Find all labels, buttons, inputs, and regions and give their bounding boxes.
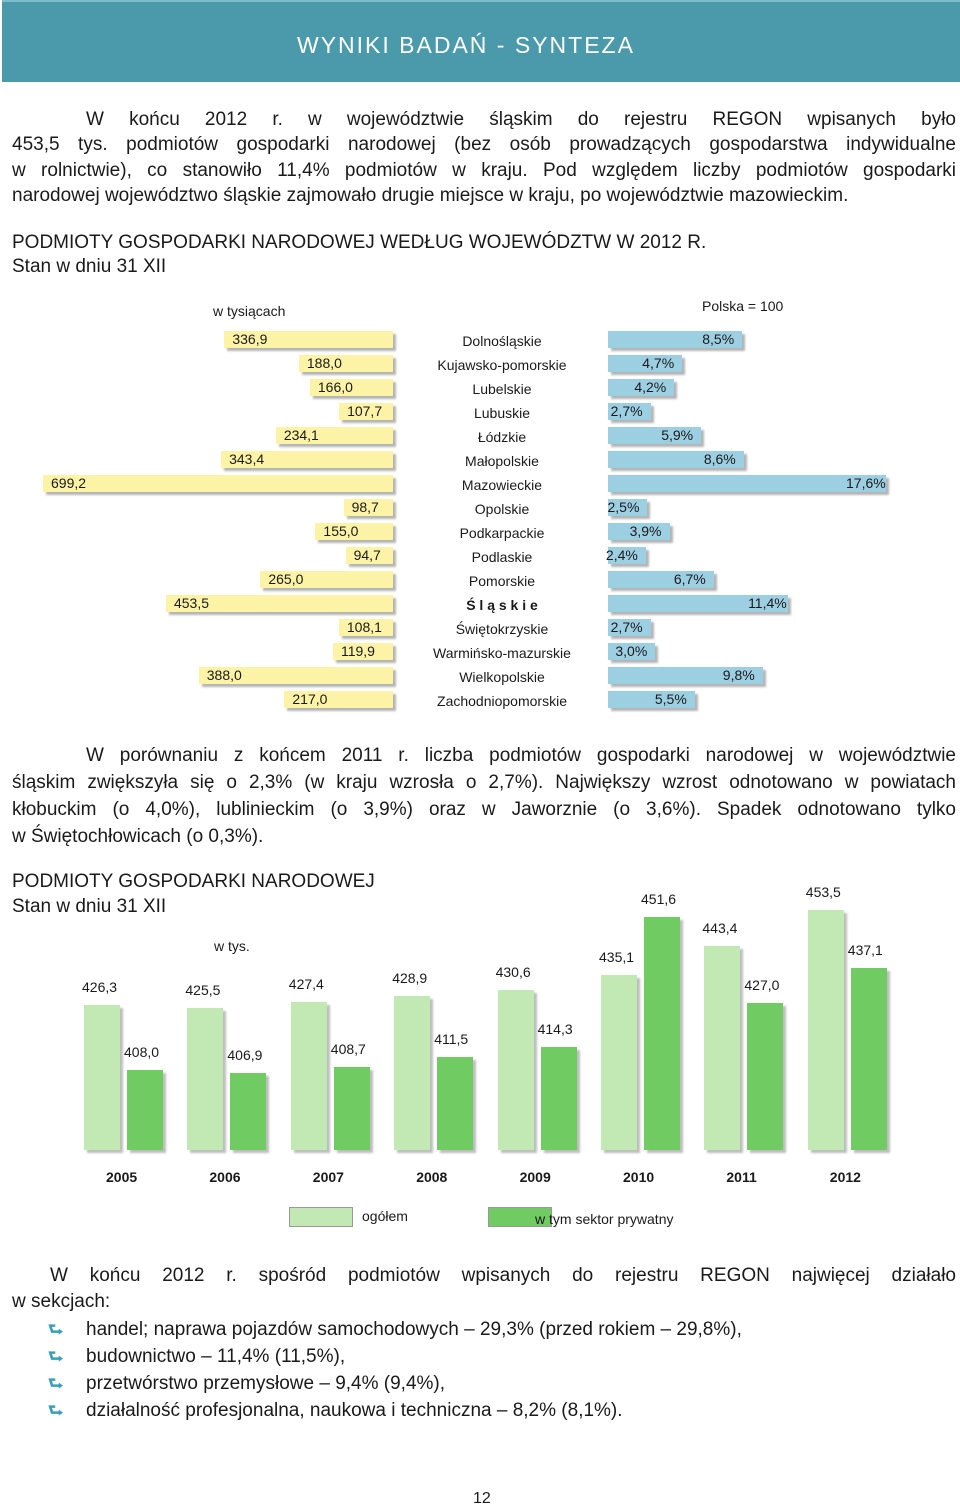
private-column bbox=[437, 1057, 473, 1150]
percent-label: 17,6% bbox=[846, 475, 886, 491]
total-value-label: 453,5 bbox=[805, 884, 841, 901]
voivodeship-label: Wielkopolskie bbox=[459, 669, 545, 685]
private-value-label: 451,6 bbox=[641, 890, 677, 907]
year-label: 2012 bbox=[829, 1169, 861, 1185]
percent-label: 2,7% bbox=[610, 619, 643, 635]
thousands-bar bbox=[43, 475, 393, 492]
curved-arrow-icon: ⮑ bbox=[48, 1401, 64, 1420]
chart1-unit-right: Polska = 100 bbox=[702, 298, 784, 314]
voivodeship-label: Dolnośląskie bbox=[462, 333, 542, 349]
total-column bbox=[498, 990, 534, 1150]
percent-label: 8,5% bbox=[702, 331, 735, 347]
percent-label: 2,7% bbox=[610, 403, 643, 419]
percent-label: 4,2% bbox=[634, 379, 667, 395]
percent-label: 2,5% bbox=[607, 499, 640, 515]
private-column bbox=[851, 968, 887, 1150]
chart2-subtitle: Stan w dniu 31 XII bbox=[12, 896, 167, 917]
thousands-label: 119,9 bbox=[340, 643, 375, 659]
voivodeship-label: Opolskie bbox=[474, 501, 530, 517]
mid-line-4: w Świętochłowicach (o 0,3%). bbox=[12, 826, 264, 847]
total-value-label: 430,6 bbox=[495, 964, 531, 981]
chart2-title: PODMIOTY GOSPODARKI NARODOWEJ bbox=[12, 871, 375, 892]
percent-label: 5,9% bbox=[661, 427, 694, 443]
percent-label: 3,9% bbox=[629, 523, 662, 539]
list-item: ⮑ handel; naprawa pojazdów samochodowych – 29,3% (przed rokiem – 29,8%), bbox=[48, 1316, 742, 1343]
private-value-label: 427,0 bbox=[744, 977, 780, 993]
thousands-label: 699,2 bbox=[51, 475, 87, 491]
private-column bbox=[644, 917, 680, 1150]
mid-line-3: kłobuckim (o 4,0%), lublinieckim (o 3,9%) oraz w Jaworznie (o 3,6%). Spadek odnotowano tylko bbox=[12, 799, 956, 820]
chart1-title: PODMIOTY GOSPODARKI NARODOWEJ WEDŁUG WOJEWÓDZTW W 2012 R. bbox=[12, 232, 707, 253]
thousands-label: 217,0 bbox=[292, 691, 328, 707]
percent-label: 11,4% bbox=[748, 595, 787, 611]
private-column bbox=[127, 1070, 163, 1151]
thousands-label: 234,1 bbox=[283, 427, 319, 443]
legend-total-label: ogółem bbox=[362, 1208, 408, 1224]
voivodeship-label: Podkarpackie bbox=[459, 525, 545, 541]
page-number: 12 bbox=[473, 1490, 491, 1507]
private-column bbox=[747, 1003, 783, 1150]
voivodeship-label: Pomorskie bbox=[468, 573, 536, 589]
thousands-label: 336,9 bbox=[232, 331, 268, 347]
year-label: 2007 bbox=[312, 1169, 344, 1185]
total-column bbox=[84, 1005, 120, 1150]
voivodeship-label: Warmińsko-mazurskie bbox=[433, 645, 571, 661]
total-value-label: 428,9 bbox=[392, 970, 428, 987]
percent-label: 3,0% bbox=[615, 643, 648, 659]
outro-line-1: W końcu 2012 r. spośród podmiotów wpisanych do rejestru REGON najwięcej działało bbox=[50, 1265, 956, 1286]
voivodeship-label: Lubelskie bbox=[472, 381, 532, 397]
private-value-label: 414,3 bbox=[537, 1021, 573, 1038]
thousands-label: 94,7 bbox=[353, 547, 381, 563]
voivodeship-label: Podlaskie bbox=[471, 549, 533, 565]
voivodeship-label: Łódzkie bbox=[477, 429, 527, 445]
intro-line-1: W końcu 2012 r. w województwie śląskim do rejestru REGON wpisanych było bbox=[86, 109, 956, 130]
thousands-label: 107,7 bbox=[347, 403, 383, 419]
list-item: ⮑ budownictwo – 11,4% (11,5%), bbox=[48, 1343, 742, 1370]
thousands-label: 188,0 bbox=[306, 355, 342, 371]
percent-label: 8,6% bbox=[703, 451, 736, 467]
thousands-label: 265,0 bbox=[268, 571, 304, 587]
year-label: 2008 bbox=[416, 1169, 448, 1185]
thousands-label: 108,1 bbox=[346, 619, 382, 635]
year-label: 2011 bbox=[726, 1169, 757, 1185]
thousands-label: 343,4 bbox=[229, 451, 265, 467]
header-banner bbox=[2, 0, 960, 82]
total-column bbox=[394, 996, 430, 1150]
private-value-label: 406,9 bbox=[227, 1047, 263, 1064]
year-label: 2009 bbox=[519, 1169, 551, 1185]
curved-arrow-icon: ⮑ bbox=[48, 1347, 64, 1366]
voivodeship-label: Ś l ą s k i e bbox=[466, 597, 538, 613]
percent-label: 2,4% bbox=[605, 547, 638, 563]
sections-list bbox=[48, 1316, 742, 1424]
voivodeship-label: Kujawsko-pomorskie bbox=[437, 357, 567, 373]
year-label: 2005 bbox=[106, 1169, 138, 1185]
percent-label: 9,8% bbox=[722, 667, 755, 683]
private-value-label: 437,1 bbox=[847, 941, 883, 958]
total-column bbox=[601, 975, 637, 1150]
chart1-subtitle: Stan w dniu 31 XII bbox=[12, 256, 167, 277]
year-label: 2010 bbox=[623, 1169, 655, 1185]
legend-private-label: w tym sektor prywatny bbox=[535, 1211, 674, 1227]
curved-arrow-icon: ⮑ bbox=[48, 1374, 64, 1393]
total-value-label: 426,3 bbox=[82, 979, 118, 996]
total-value-label: 443,4 bbox=[702, 919, 738, 936]
total-column bbox=[187, 1008, 223, 1150]
voivodeship-label: Mazowieckie bbox=[461, 477, 543, 493]
mid-line-2: śląskim zwiększyła się o 2,3% (w kraju wzrosła o 2,7%). Największy wzrost odnotowano w powiatach bbox=[12, 772, 956, 793]
thousands-label: 155,0 bbox=[323, 523, 359, 539]
percent-label: 5,5% bbox=[654, 691, 687, 707]
thousands-label: 388,0 bbox=[206, 667, 242, 683]
chart2-unit: w tys. bbox=[214, 938, 250, 954]
voivodeship-label: Świętokrzyskie bbox=[455, 621, 549, 637]
total-value-label: 427,4 bbox=[288, 975, 324, 992]
total-column bbox=[704, 946, 740, 1150]
legend-total-swatch bbox=[289, 1207, 353, 1227]
list-item: ⮑ przetwórstwo przemysłowe – 9,4% (9,4%), bbox=[48, 1370, 742, 1397]
curved-arrow-icon: ⮑ bbox=[48, 1320, 64, 1339]
total-column bbox=[291, 1002, 327, 1150]
private-value-label: 411,5 bbox=[434, 1031, 469, 1048]
private-value-label: 408,7 bbox=[330, 1041, 366, 1058]
thousands-label: 98,7 bbox=[351, 499, 379, 515]
year-label: 2006 bbox=[209, 1169, 241, 1185]
outro-line-2: w sekcjach: bbox=[12, 1291, 111, 1312]
total-column bbox=[808, 910, 844, 1150]
intro-line-2: 453,5 tys. podmiotów gospodarki narodowej (bez osób prowadzących gospodarstwa indywidualne bbox=[12, 134, 956, 155]
private-column bbox=[541, 1047, 577, 1150]
voivodeship-label: Zachodniopomorskie bbox=[437, 693, 567, 709]
private-column bbox=[334, 1067, 370, 1150]
percent-label: 6,7% bbox=[673, 571, 706, 587]
chart1-unit-left: w tysiącach bbox=[213, 303, 286, 319]
total-value-label: 425,5 bbox=[185, 982, 221, 999]
intro-line-4: narodowej województwo śląskie zajmowało drugie miejsce w kraju, po województwie mazowieckim. bbox=[12, 185, 849, 206]
mid-line-1: W porównaniu z końcem 2011 r. liczba podmiotów gospodarki narodowej w województwie bbox=[86, 745, 956, 766]
intro-line-3: w rolnictwie), co stanowiło 11,4% podmiotów w kraju. Pod względem liczby podmiotów gospodarki bbox=[12, 160, 956, 181]
total-value-label: 435,1 bbox=[599, 948, 635, 965]
private-column bbox=[230, 1073, 266, 1150]
voivodeship-label: Małopolskie bbox=[465, 453, 539, 469]
thousands-label: 453,5 bbox=[173, 595, 210, 611]
percent-label: 4,7% bbox=[642, 355, 675, 371]
list-item: ⮑ działalność profesjonalna, naukowa i techniczna – 8,2% (8,1%). bbox=[48, 1397, 742, 1424]
percent-bar bbox=[608, 475, 886, 492]
voivodeship-label: Lubuskie bbox=[473, 405, 531, 421]
private-value-label: 408,0 bbox=[124, 1043, 160, 1060]
header-title: WYNIKI BADAŃ - SYNTEZA bbox=[297, 32, 635, 58]
thousands-label: 166,0 bbox=[317, 379, 353, 395]
